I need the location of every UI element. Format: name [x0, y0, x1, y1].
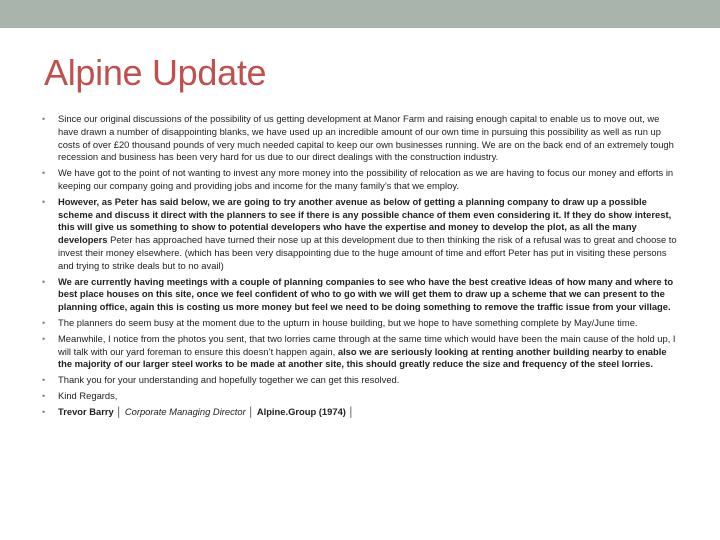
- signature-separator: │: [113, 405, 125, 417]
- bullet-text: The planners do seem busy at the moment due to the upturn in house building, but we hope to have something complete by May/June time.: [58, 316, 638, 328]
- bullet-item: [42, 167, 682, 193]
- signature-separator: │: [345, 405, 355, 417]
- bullet-text: Peter has approached have turned their nose up at this development due to then thinking the risk of a refusal was to great and choose to invest their money elsewhere. (which has been very disappointing due to the huge amount of time and effort Peter has put in visiting these persons and trying to strike deals but to no avail): [58, 234, 677, 271]
- signature-role: Corporate Managing Director: [124, 405, 246, 417]
- bullet-dot: •: [42, 317, 46, 328]
- slide-title: Alpine Update: [44, 52, 267, 93]
- bullet-dot: •: [42, 168, 46, 179]
- bullet-item: [42, 333, 682, 371]
- bullet-item: [42, 374, 682, 387]
- bullet-bold-text: also we are seriously looking at renting another building nearby to enable the majority of our larger steel works to be made at another site, this should greatly reduce the size and frequency of the steel lorries.: [58, 345, 667, 370]
- bullet-item: [42, 276, 682, 314]
- bullet-item: [42, 317, 682, 330]
- bullet-item: [42, 113, 682, 164]
- bullet-text: Since our original discussions of the possibility of us getting development at Manor Farm and raising enough capital to enable us to move out, we have drawn a number of disappointing blanks, we have used up an incredible amount of our own time in pursuing this possibility as well as run up costs of over £20 thousand pounds of very much needed capital to keep our own businesses running. We are on the back end of an extremely tough recession and business has been very hard for us due to our direct dealings with the construction industry.: [58, 113, 674, 163]
- bullet-dot: •: [42, 406, 46, 417]
- signature-name: Trevor Barry: [58, 405, 114, 417]
- bullet-bold-text: However, as Peter has said below, we are going to try another avenue as below of getting a planning company to draw up a possible scheme and discuss it direct with the planners to see if there is any possible chance of them even considering it. If they do show interest, this will give us something to show to potential developers who have the expertise and money to develop the plot, as all the many developers: [58, 195, 672, 246]
- top-accent-band: [0, 0, 720, 28]
- signature-separator: │: [245, 405, 257, 417]
- bullet-dot: •: [42, 390, 46, 401]
- signature-company: Alpine.Group (1974): [256, 405, 346, 417]
- signature-line: [42, 406, 682, 419]
- bullet-text: We have got to the point of not wanting to invest any more money into the possibility of relocation as we are having to focus our money and efforts in keeping our company going and providing jobs and income for the many family’s that we employ.: [58, 167, 674, 191]
- bullet-dot: •: [42, 276, 46, 287]
- bullet-item: [42, 390, 682, 403]
- bullet-list: [42, 113, 682, 422]
- bullet-dot: •: [42, 333, 46, 344]
- bullet-text: Meanwhile, I notice from the photos you sent, that two lorries came through at the same time which would have been the main cause of the hold up, I will talk with our yard foreman to ensure this doesn’t happen again,: [58, 332, 676, 357]
- bullet-dot: •: [42, 196, 46, 207]
- bullet-dot: •: [42, 114, 46, 124]
- bullet-text: Thank you for your understanding and hopefully together we can get this resolved.: [58, 374, 400, 386]
- bullet-item: [42, 196, 682, 273]
- bullet-text: Kind Regards,: [58, 389, 118, 401]
- bullet-dot: •: [42, 375, 46, 386]
- bullet-bold-text: We are currently having meetings with a couple of planning companies to see who have the best creative ideas of how many and where to best place houses on this site, once we feel confident of who to go with we will get them to draw up a scheme that we can present to the planning office, again this is costing us more money but feel we need to be doing something to remove the traffic issue from your village.: [58, 275, 674, 313]
